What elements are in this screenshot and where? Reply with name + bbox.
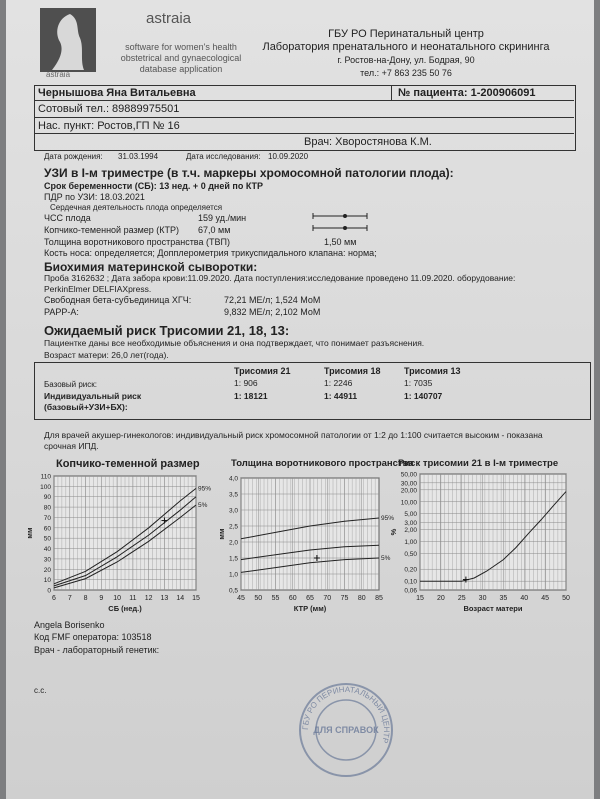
risk-col-header: Трисомия 18 bbox=[324, 366, 381, 376]
bio-row-value: 72,21 МЕ/л; 1,524 МоМ bbox=[224, 295, 321, 305]
bio-row-label: PAPP-A: bbox=[44, 307, 79, 317]
brand-name: astraia bbox=[146, 10, 192, 27]
x-tick-label: 7 bbox=[67, 595, 72, 602]
us-nose: Кость носа: определяется; Допплерометрия трикуспидального клапана: норма; bbox=[44, 248, 377, 258]
y-tick-label: 4,0 bbox=[228, 475, 238, 483]
risk-ind-value: 1: 140707 bbox=[404, 391, 443, 401]
x-tick-label: 6 bbox=[52, 595, 56, 602]
risk-col-header: Трисомия 13 bbox=[404, 366, 461, 376]
operator-role: Врач - лабораторный генетик: bbox=[34, 645, 160, 655]
y-tick-label: 0 bbox=[47, 587, 51, 595]
cc-mark: с.с. bbox=[34, 686, 47, 695]
us-row-label: Копчико-теменной размер (КТР) bbox=[44, 225, 180, 235]
y-tick-label: 20,00 bbox=[400, 487, 417, 495]
software-line: database application bbox=[139, 64, 223, 74]
stamp-center-text: ДЛЯ СПРАВОК bbox=[313, 725, 379, 735]
exam-value: 10.09.2020 bbox=[268, 152, 309, 161]
y-tick-label: 3,5 bbox=[228, 491, 238, 499]
operator-name: Angela Borisenko bbox=[34, 620, 105, 630]
x-tick-label: 50 bbox=[254, 595, 263, 602]
y-tick-label: 50,00 bbox=[400, 471, 417, 479]
y-tick-label: 0,10 bbox=[404, 578, 417, 586]
astraia-logo bbox=[40, 8, 96, 72]
svg-text:ГБУ РО ПЕРИНАТАЛЬНЫЙ ЦЕНТР bbox=[301, 685, 391, 744]
x-tick-label: 70 bbox=[323, 595, 332, 602]
t21-risk-chart bbox=[388, 468, 578, 618]
x-tick-label: 11 bbox=[129, 595, 137, 602]
us-term: Срок беременности (СБ): 13 нед. + 0 дней по КТР bbox=[44, 181, 264, 191]
doctor-name: Врач: Хворостянова К.М. bbox=[304, 136, 432, 148]
y-axis-label: % bbox=[389, 528, 398, 536]
risk-footnote: Для врачей акушер-гинекологов: индивидуальный риск хромосомной патологии от 1:2 до 1:100 считается высоким - показана bbox=[44, 430, 543, 440]
us-pdr: ПДР по УЗИ: 18.03.2021 bbox=[44, 192, 145, 202]
us-range-markers bbox=[311, 210, 371, 250]
y-axis-label: мм bbox=[217, 528, 226, 540]
y-tick-label: 5,00 bbox=[404, 511, 417, 519]
y-tick-label: 40 bbox=[43, 546, 51, 554]
y-tick-label: 10 bbox=[43, 577, 51, 585]
risk-base-value: 1: 7035 bbox=[404, 378, 433, 388]
series-label: 95% bbox=[381, 515, 395, 522]
risk-ind-value: 1: 18121 bbox=[234, 391, 268, 401]
nt-chart bbox=[216, 468, 396, 618]
x-tick-label: 8 bbox=[83, 595, 88, 602]
y-tick-label: 0,20 bbox=[404, 566, 417, 574]
x-tick-label: 60 bbox=[288, 595, 297, 602]
x-tick-label: 25 bbox=[457, 595, 466, 602]
series-label: 95% bbox=[198, 485, 212, 493]
software-line: software for women's health bbox=[125, 42, 237, 52]
x-tick-label: 13 bbox=[160, 595, 169, 602]
y-tick-label: 0,5 bbox=[228, 587, 238, 595]
y-tick-label: 2,0 bbox=[228, 539, 238, 547]
y-tick-label: 2,5 bbox=[228, 523, 238, 531]
risk-ind-value: 1: 44911 bbox=[324, 391, 358, 401]
y-tick-label: 90 bbox=[43, 494, 51, 502]
us-row-label: ЧСС плода bbox=[44, 213, 91, 223]
patient-locality: Нас. пункт: Ростов,ГП № 16 bbox=[38, 120, 180, 132]
x-tick-label: 14 bbox=[176, 595, 185, 602]
y-tick-label: 3,0 bbox=[228, 507, 238, 515]
risk-base-value: 1: 2246 bbox=[324, 378, 353, 388]
risk-note: Пациентке даны все необходимые объяснения и она подтверждает, что понимает разъяснения. bbox=[44, 338, 425, 348]
x-tick-label: 45 bbox=[237, 595, 245, 602]
patient-phone: Сотовый тел.: 89889975501 bbox=[38, 103, 180, 115]
x-tick-label: 9 bbox=[99, 595, 104, 602]
x-tick-label: 65 bbox=[306, 595, 314, 602]
dob-value: 31.03.1994 bbox=[118, 152, 159, 161]
divider bbox=[391, 85, 392, 101]
y-tick-label: 3,00 bbox=[404, 520, 417, 528]
logo-caption: astraia bbox=[46, 70, 71, 79]
us-row-label: Толщина воротникового пространства (ТВП) bbox=[44, 237, 230, 247]
y-tick-label: 0,50 bbox=[404, 550, 417, 558]
bio-equipment: PerkinElmer DELFIAXpress. bbox=[44, 284, 152, 294]
chart-title: Копчико-теменной размер bbox=[56, 458, 200, 470]
risk-age: Возраст матери: 26,0 лет(года). bbox=[44, 350, 169, 360]
patient-number: № пациента: 1-200906091 bbox=[398, 87, 536, 99]
patient-name: Чернышова Яна Витальевна bbox=[38, 87, 196, 99]
crl-chart bbox=[24, 468, 224, 618]
risk-footnote: срочная ИПД. bbox=[44, 441, 99, 451]
y-tick-label: 2,00 bbox=[404, 527, 417, 535]
x-tick-label: 12 bbox=[144, 595, 153, 602]
software-line: obstetrical and gynaecological bbox=[120, 53, 242, 63]
exam-label: Дата исследования: bbox=[186, 152, 261, 161]
y-tick-label: 70 bbox=[43, 514, 51, 522]
logo-figure-icon bbox=[40, 8, 96, 72]
report-paper bbox=[6, 0, 594, 799]
bio-title: Биохимия материнской сыворотки: bbox=[44, 260, 258, 274]
x-tick-label: 10 bbox=[113, 595, 122, 602]
us-title: УЗИ в I-м триместре (в т.ч. маркеры хромосомной патологии плода): bbox=[44, 166, 454, 180]
bio-sample: Проба 3162632 ; Дата забора крови:11.09.2020. Дата поступления:исследование проведено 11.09.2020. оборудование: bbox=[44, 273, 516, 283]
x-axis-label: СБ (нед.) bbox=[108, 604, 142, 613]
org-name: ГБУ РО Перинатальный центр bbox=[328, 28, 484, 40]
y-tick-label: 110 bbox=[40, 473, 51, 481]
x-tick-label: 35 bbox=[499, 595, 508, 602]
y-tick-label: 1,0 bbox=[228, 571, 238, 579]
x-tick-label: 15 bbox=[192, 595, 200, 602]
risk-base-value: 1: 906 bbox=[234, 378, 258, 388]
y-tick-label: 100 bbox=[40, 483, 51, 491]
us-row-value: 67,0 мм bbox=[198, 225, 231, 235]
org-lab: Лаборатория пренатального и неонатального скрининга bbox=[262, 41, 550, 53]
divider bbox=[34, 117, 574, 118]
x-tick-label: 80 bbox=[357, 595, 366, 602]
series-label: 5% bbox=[198, 502, 208, 510]
stamp-ring-text: ГБУ РО ПЕРИНАТАЛЬНЫЙ ЦЕНТР bbox=[300, 684, 392, 745]
us-heart: Сердечная деятельность плода определяется bbox=[50, 203, 223, 212]
us-row-value: 1,50 мм bbox=[324, 237, 357, 247]
y-tick-label: 20 bbox=[43, 566, 51, 574]
org-address: г. Ростов-на-Дону, ул. Бодрая, 90 bbox=[337, 55, 475, 65]
y-tick-label: 0,06 bbox=[404, 587, 417, 595]
y-tick-label: 30 bbox=[43, 556, 51, 564]
y-tick-label: 50 bbox=[43, 535, 51, 543]
x-tick-label: 20 bbox=[436, 595, 445, 602]
chart-title: Риск трисомии 21 в I-м триместре bbox=[398, 458, 559, 469]
x-tick-label: 85 bbox=[375, 595, 383, 602]
bio-row-value: 9,832 МЕ/л; 2,102 МоМ bbox=[224, 307, 321, 317]
x-axis-label: Возраст матери bbox=[463, 604, 523, 613]
us-row-value: 159 уд./мин bbox=[198, 213, 247, 223]
risk-title: Ожидаемый риск Трисомии 21, 18, 13: bbox=[44, 323, 290, 338]
divider bbox=[34, 133, 574, 134]
x-tick-label: 30 bbox=[478, 595, 487, 602]
x-tick-label: 75 bbox=[340, 595, 349, 602]
risk-ind-label: (базовый+УЗИ+БХ): bbox=[44, 402, 128, 412]
chart-title: Толщина воротникового пространства bbox=[231, 458, 414, 469]
organization-block bbox=[256, 28, 556, 80]
round-stamp bbox=[296, 680, 396, 780]
y-axis-label: мм bbox=[25, 527, 34, 539]
risk-col-header: Трисомия 21 bbox=[234, 366, 291, 376]
org-phone: тел.: +7 863 235 50 76 bbox=[360, 68, 452, 78]
series-label: 5% bbox=[381, 555, 391, 562]
risk-ind-label: Индивидуальный риск bbox=[44, 391, 142, 401]
bio-row-label: Свободная бета-субъединица ХГЧ: bbox=[44, 295, 192, 305]
divider bbox=[34, 100, 574, 101]
y-tick-label: 80 bbox=[43, 504, 51, 512]
dob-label: Дата рождения: bbox=[44, 152, 103, 161]
x-tick-label: 15 bbox=[416, 595, 424, 602]
software-caption bbox=[106, 42, 256, 75]
x-tick-label: 40 bbox=[520, 595, 529, 602]
y-tick-label: 10,00 bbox=[400, 499, 417, 507]
x-axis-label: КТР (мм) bbox=[293, 604, 327, 613]
y-tick-label: 60 bbox=[43, 525, 51, 533]
y-tick-label: 1,00 bbox=[404, 538, 417, 546]
x-tick-label: 55 bbox=[271, 595, 280, 602]
x-tick-label: 50 bbox=[562, 595, 570, 602]
operator-code: Код FMF оператора: 103518 bbox=[34, 632, 152, 642]
y-tick-label: 1,5 bbox=[228, 555, 238, 563]
x-tick-label: 45 bbox=[541, 595, 550, 602]
risk-base-label: Базовый риск: bbox=[44, 380, 97, 389]
y-tick-label: 30,00 bbox=[400, 480, 417, 488]
